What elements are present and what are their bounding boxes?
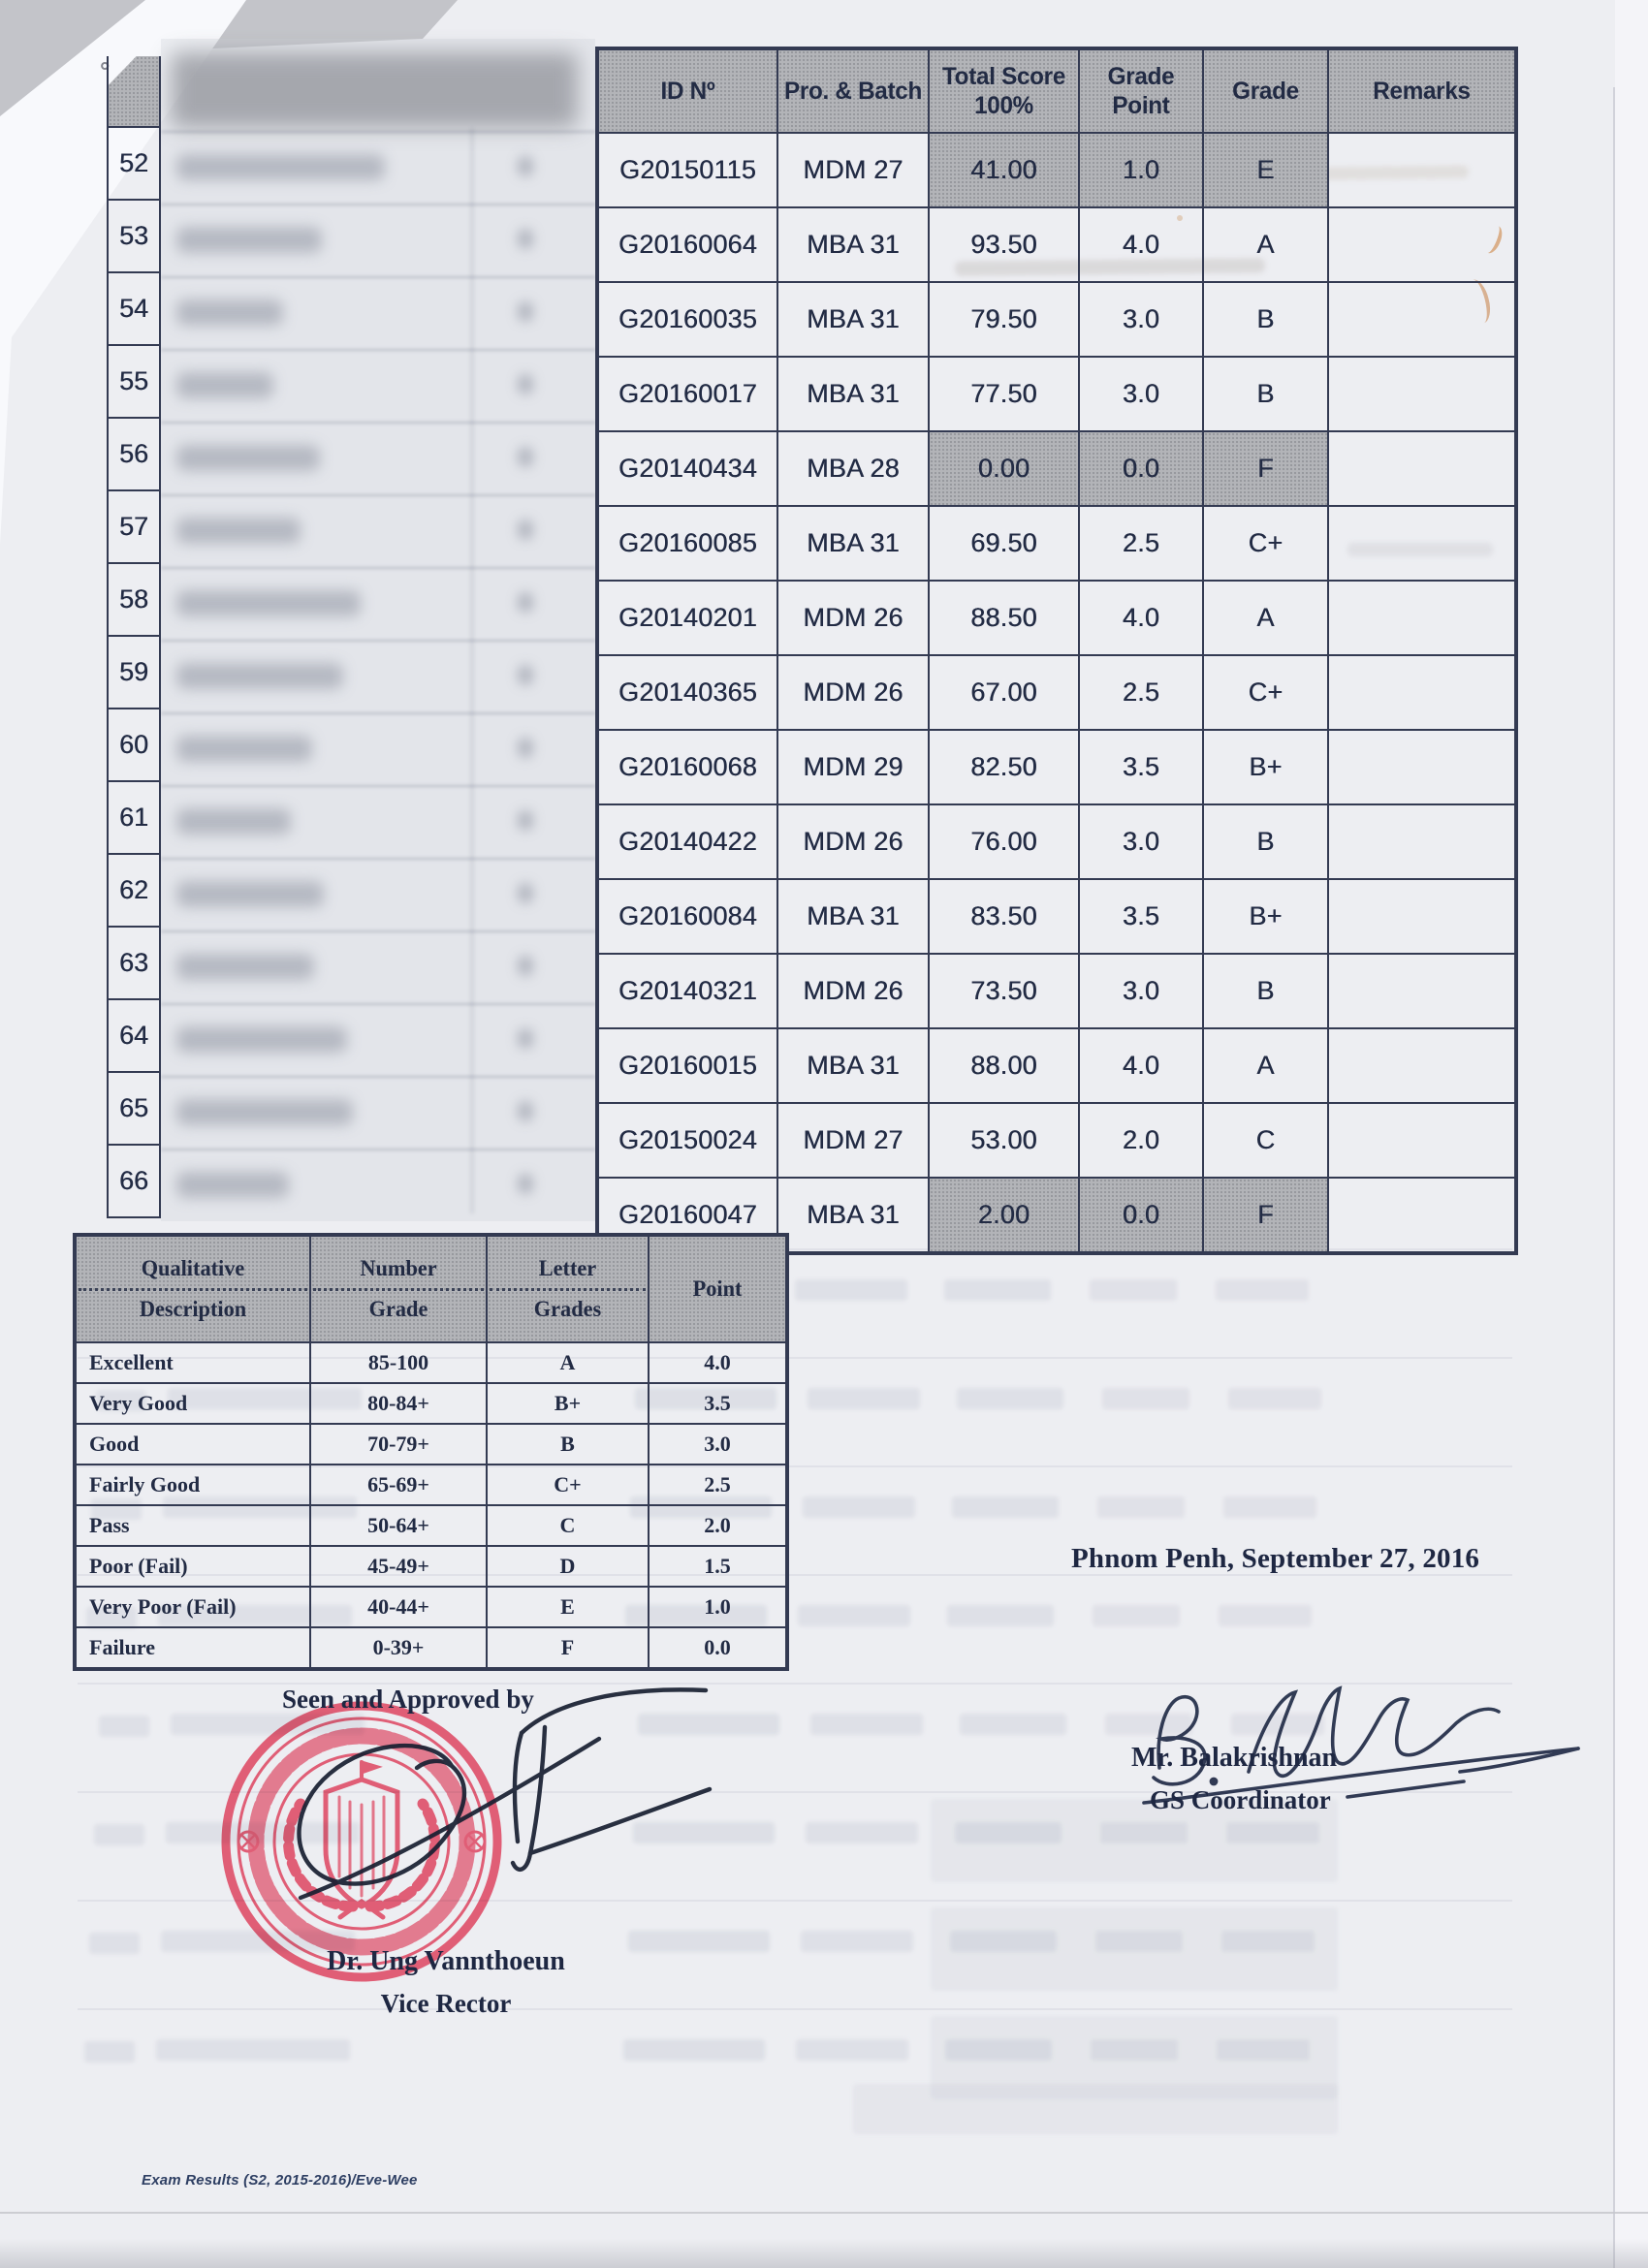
grading-number-cell: 0-39+ — [310, 1627, 487, 1669]
grading-letter-cell: A — [487, 1342, 649, 1383]
ghost-mark — [1216, 1279, 1309, 1301]
id-cell: G20160017 — [597, 357, 777, 431]
redacted-smudge — [518, 1101, 533, 1121]
ghost-mark — [947, 1605, 1054, 1626]
grading-letter-cell: F — [487, 1627, 649, 1669]
result-row-61 — [597, 804, 1516, 879]
blurred-row-border — [161, 494, 595, 496]
program-batch-cell: MDM 27 — [777, 1103, 929, 1178]
ghost-mark — [99, 1716, 149, 1737]
ghost-mark — [623, 2039, 765, 2061]
blurred-row-border — [161, 1149, 595, 1150]
col-header-total-score-line2: 100% — [974, 92, 1033, 119]
grade-point-cell: 0.0 — [1079, 1178, 1203, 1253]
id-cell: G20160084 — [597, 879, 777, 954]
remarks-cell — [1328, 655, 1516, 730]
grade-cell: C+ — [1203, 655, 1328, 730]
grading-letter-cell: D — [487, 1546, 649, 1587]
grading-letter-line2: Grades — [533, 1296, 602, 1321]
col-header-program-batch-label: Pro. & Batch — [783, 78, 923, 105]
grade-cell: F — [1203, 1178, 1328, 1253]
result-row-52 — [597, 133, 1516, 207]
row-number-column — [107, 56, 161, 1218]
grading-point-cell: 2.5 — [649, 1465, 787, 1505]
row-number-59: 59 — [109, 637, 159, 709]
ghost-mark — [156, 2039, 350, 2061]
grade-point-cell: 1.0 — [1079, 133, 1203, 207]
grade-point-cell: 3.0 — [1079, 357, 1203, 431]
grading-letter-cell: E — [487, 1587, 649, 1627]
redacted-smudge — [176, 299, 283, 326]
grading-letter-cell: C+ — [487, 1465, 649, 1505]
blurred-row-border — [161, 204, 595, 205]
ghost-mark — [795, 1279, 907, 1301]
grade-cell: B+ — [1203, 879, 1328, 954]
result-row-60 — [597, 730, 1516, 804]
grading-row-C+ — [75, 1465, 787, 1505]
redacted-smudge — [518, 520, 533, 540]
col-header-id — [597, 48, 777, 133]
result-row-65 — [597, 1103, 1516, 1178]
id-cell: G20140422 — [597, 804, 777, 879]
grading-row-C — [75, 1505, 787, 1546]
grading-point-label: Point — [692, 1276, 743, 1301]
row-number-61: 61 — [109, 782, 159, 855]
grade-cell: E — [1203, 133, 1328, 207]
id-cell: G20150024 — [597, 1103, 777, 1178]
grade-cell: B — [1203, 357, 1328, 431]
program-batch-cell: MDM 27 — [777, 133, 929, 207]
program-batch-cell: MBA 31 — [777, 282, 929, 357]
total-score-cell: 0.00 — [929, 431, 1079, 506]
remarks-cell — [1328, 1178, 1516, 1253]
signature-dot — [1211, 1779, 1216, 1783]
grading-row-A — [75, 1342, 787, 1383]
grading-point-cell: 0.0 — [649, 1627, 787, 1669]
total-score-cell: 53.00 — [929, 1103, 1079, 1178]
redacted-smudge — [176, 954, 314, 980]
grade-cell: A — [1203, 581, 1328, 655]
coordinator-title: GS Coordinator — [1150, 1785, 1331, 1814]
col-header-id-label: ID Nº — [660, 78, 715, 105]
ghost-mark — [853, 2084, 1338, 2134]
redacted-smudge — [518, 1028, 533, 1049]
col-header-total-score — [929, 48, 1079, 133]
grading-number-line2: Grade — [368, 1296, 428, 1321]
remarks-cell — [1328, 431, 1516, 506]
total-score-cell: 69.50 — [929, 506, 1079, 581]
grading-header-row — [75, 1235, 787, 1342]
remarks-cell — [1328, 506, 1516, 581]
grading-point-cell: 1.0 — [649, 1587, 787, 1627]
col-header-remarks-label: Remarks — [1373, 78, 1471, 105]
ghost-mark — [84, 2041, 135, 2063]
redacted-smudge — [518, 156, 533, 176]
program-batch-cell: MBA 31 — [777, 879, 929, 954]
grading-number-cell: 65-69+ — [310, 1465, 487, 1505]
grade-point-cell: 2.0 — [1079, 1103, 1203, 1178]
blurred-row-border — [161, 785, 595, 787]
program-batch-cell: MBA 31 — [777, 1178, 929, 1253]
date-line: Phnom Penh, September 27, 2016 — [1071, 1543, 1480, 1574]
footer-note: Exam Results (S2, 2015-2016)/Eve-Wee — [142, 2172, 418, 2189]
redacted-smudge — [176, 154, 385, 180]
ghost-mark — [808, 1388, 920, 1409]
grading-row-E — [75, 1587, 787, 1627]
grading-qualitative-line2: Description — [139, 1296, 247, 1321]
grading-number-cell: 80-84+ — [310, 1383, 487, 1424]
redacted-smudge — [518, 956, 533, 976]
total-score-cell: 76.00 — [929, 804, 1079, 879]
grade-point-cell: 3.0 — [1079, 954, 1203, 1028]
ghost-mark — [1093, 1605, 1180, 1626]
id-cell: G20160085 — [597, 506, 777, 581]
redacted-smudge — [518, 374, 533, 394]
redacted-smudge — [176, 590, 361, 616]
result-row-54 — [597, 282, 1516, 357]
ghost-mark — [957, 1388, 1063, 1409]
grade-cell: C+ — [1203, 506, 1328, 581]
blurred-row-border — [161, 422, 595, 424]
redacted-smudge — [176, 663, 343, 689]
col-header-remarks — [1328, 48, 1516, 133]
result-row-58 — [597, 581, 1516, 655]
grading-description-cell: Poor (Fail) — [75, 1546, 310, 1587]
col-header-total-score-line1: Total Score — [941, 63, 1066, 90]
ghost-mark — [796, 2039, 908, 2061]
redacted-smudge — [518, 883, 533, 903]
total-score-cell: 88.50 — [929, 581, 1079, 655]
grade-cell: B — [1203, 804, 1328, 879]
results-header-row — [597, 48, 1516, 133]
row-number-52: 52 — [109, 128, 159, 201]
grading-point-cell: 3.0 — [649, 1424, 787, 1465]
grading-row-D — [75, 1546, 787, 1587]
id-cell: G20140365 — [597, 655, 777, 730]
redacted-smudge — [518, 810, 533, 831]
id-cell: G20160035 — [597, 282, 777, 357]
result-row-53 — [597, 207, 1516, 282]
result-row-64 — [597, 1028, 1516, 1103]
remarks-cell — [1328, 282, 1516, 357]
dotted-divider — [490, 1288, 646, 1291]
grade-point-cell: 2.5 — [1079, 506, 1203, 581]
result-row-57 — [597, 506, 1516, 581]
id-cell: G20160047 — [597, 1178, 777, 1253]
total-score-cell: 82.50 — [929, 730, 1079, 804]
remarks-cell — [1328, 581, 1516, 655]
row-number-54: 54 — [109, 273, 159, 346]
grading-qualitative-line1: Qualitative — [141, 1255, 245, 1280]
id-cell: G20160015 — [597, 1028, 777, 1103]
remarks-cell — [1328, 1028, 1516, 1103]
program-batch-cell: MDM 26 — [777, 581, 929, 655]
program-batch-cell: MDM 26 — [777, 954, 929, 1028]
col-header-grade-point-line1: Grade — [1107, 63, 1175, 90]
total-score-cell: 93.50 — [929, 207, 1079, 282]
total-score-cell: 79.50 — [929, 282, 1079, 357]
redacted-smudge — [518, 1174, 533, 1194]
program-batch-cell: MDM 29 — [777, 730, 929, 804]
result-row-63 — [597, 954, 1516, 1028]
results-table — [595, 47, 1518, 1255]
blurred-row-border — [161, 1076, 595, 1078]
row-number-57: 57 — [109, 491, 159, 564]
grading-number-cell: 85-100 — [310, 1342, 487, 1383]
program-batch-cell: MBA 31 — [777, 357, 929, 431]
grading-number-cell: 45-49+ — [310, 1546, 487, 1587]
remarks-cell — [1328, 804, 1516, 879]
remarks-cell — [1328, 207, 1516, 282]
blurred-row-border — [161, 712, 595, 714]
col-header-grade — [1203, 48, 1328, 133]
grading-letter-cell: B+ — [487, 1383, 649, 1424]
grading-number-cell: 40-44+ — [310, 1587, 487, 1627]
row-number-58: 58 — [109, 564, 159, 637]
grading-description-cell: Pass — [75, 1505, 310, 1546]
grade-point-cell: 4.0 — [1079, 1028, 1203, 1103]
row-number-62: 62 — [109, 855, 159, 928]
program-batch-cell: MBA 31 — [777, 207, 929, 282]
row-number-64: 64 — [109, 1000, 159, 1073]
redacted-smudge — [176, 736, 312, 762]
blurred-row-border — [161, 930, 595, 932]
grade-point-cell: 3.5 — [1079, 879, 1203, 954]
grading-col-point — [649, 1235, 787, 1342]
grading-point-cell: 1.5 — [649, 1546, 787, 1587]
ghost-mark — [931, 1907, 1338, 1991]
grading-row-F — [75, 1627, 787, 1669]
blurred-row-border — [161, 858, 595, 860]
id-cell: G20140321 — [597, 954, 777, 1028]
program-batch-cell: MDM 26 — [777, 655, 929, 730]
blurred-row-border — [161, 349, 595, 351]
redacted-smudge — [518, 229, 533, 249]
col-header-program-batch — [777, 48, 929, 133]
grading-point-cell: 4.0 — [649, 1342, 787, 1383]
redacted-smudge — [176, 372, 273, 398]
total-score-cell: 88.00 — [929, 1028, 1079, 1103]
grade-cell: B+ — [1203, 730, 1328, 804]
program-batch-cell: MBA 31 — [777, 1028, 929, 1103]
blurred-row-border — [161, 131, 595, 133]
grading-letter-cell: B — [487, 1424, 649, 1465]
ghost-mark — [960, 1714, 1066, 1735]
redacted-smudge — [171, 52, 578, 128]
total-score-cell: 83.50 — [929, 879, 1079, 954]
row-number-53: 53 — [109, 201, 159, 273]
ghost-mark — [1097, 1496, 1185, 1518]
redacted-smudge — [518, 665, 533, 685]
result-row-55 — [597, 357, 1516, 431]
blurred-row-border — [161, 567, 595, 569]
dotted-divider — [313, 1288, 484, 1291]
approver-name: Dr. Ung Vannthoeun — [327, 1946, 565, 1976]
grade-cell: B — [1203, 282, 1328, 357]
redacted-smudge — [518, 738, 533, 758]
total-score-cell: 67.00 — [929, 655, 1079, 730]
row-number-header-stub — [109, 56, 159, 128]
grade-point-cell: 0.0 — [1079, 431, 1203, 506]
remarks-cell — [1328, 954, 1516, 1028]
grade-cell: A — [1203, 1028, 1328, 1103]
grading-row-B+ — [75, 1383, 787, 1424]
blurred-row-border — [161, 276, 595, 278]
ghost-mark — [801, 1931, 913, 1952]
ghost-mark — [89, 1933, 140, 1954]
blurred-column-border — [471, 128, 473, 1213]
ghost-mark — [952, 1496, 1059, 1518]
id-cell: G20160064 — [597, 207, 777, 282]
result-row-56 — [597, 431, 1516, 506]
blurred-row-border — [161, 1003, 595, 1005]
grading-description-cell: Very Poor (Fail) — [75, 1587, 310, 1627]
remarks-cell — [1328, 1103, 1516, 1178]
redacted-smudge — [176, 1172, 289, 1198]
redacted-smudge — [176, 1099, 353, 1125]
grading-point-cell: 3.5 — [649, 1383, 787, 1424]
coordinator-name: Mr. Balakrishnan — [1131, 1743, 1338, 1773]
ghost-mark — [803, 1496, 915, 1518]
grading-col-qualitative — [75, 1235, 310, 1342]
grading-description-cell: Very Good — [75, 1383, 310, 1424]
ghost-mark — [1102, 1388, 1189, 1409]
col-header-grade-label: Grade — [1232, 78, 1299, 105]
grade-point-cell: 3.0 — [1079, 282, 1203, 357]
grade-cell: A — [1203, 207, 1328, 282]
grading-description-cell: Failure — [75, 1627, 310, 1669]
grade-cell: C — [1203, 1103, 1328, 1178]
id-cell: G20140434 — [597, 431, 777, 506]
grading-col-letter — [487, 1235, 649, 1342]
signature-top-flourish — [522, 1689, 706, 1733]
result-row-59 — [597, 655, 1516, 730]
redacted-smudge — [518, 592, 533, 613]
redacted-smudge — [176, 227, 322, 253]
remarks-cell — [1328, 730, 1516, 804]
grading-description-cell: Good — [75, 1424, 310, 1465]
seen-approved-label: Seen and Approved by — [282, 1685, 534, 1714]
remarks-cell — [1328, 133, 1516, 207]
ghost-mark — [1219, 1605, 1312, 1626]
redacted-smudge — [176, 808, 291, 835]
grading-description-cell: Excellent — [75, 1342, 310, 1383]
row-number-63: 63 — [109, 928, 159, 1000]
grading-col-number — [310, 1235, 487, 1342]
remarks-cell — [1328, 357, 1516, 431]
grading-point-cell: 2.0 — [649, 1505, 787, 1546]
grading-letter-line1: Letter — [538, 1255, 597, 1280]
redacted-smudge — [518, 301, 533, 322]
id-cell: G20160068 — [597, 730, 777, 804]
col-header-grade-point — [1079, 48, 1203, 133]
grade-cell: F — [1203, 431, 1328, 506]
blurred-row-border — [161, 640, 595, 642]
approver-title: Vice Rector — [380, 1989, 512, 2018]
ghost-mark — [944, 1279, 1051, 1301]
grade-cell: B — [1203, 954, 1328, 1028]
row-number-66: 66 — [109, 1146, 159, 1218]
row-number-60: 60 — [109, 709, 159, 782]
id-cell: G20150115 — [597, 133, 777, 207]
program-batch-cell: MDM 26 — [777, 804, 929, 879]
program-batch-cell: MBA 31 — [777, 506, 929, 581]
ghost-mark — [94, 1824, 144, 1845]
redacted-smudge — [176, 445, 320, 471]
grading-letter-cell: C — [487, 1505, 649, 1546]
ghost-mark — [806, 1822, 918, 1843]
grading-number-cell: 70-79+ — [310, 1424, 487, 1465]
redacted-smudge — [176, 1026, 347, 1053]
row-number-55: 55 — [109, 346, 159, 419]
grading-number-cell: 50-64+ — [310, 1505, 487, 1546]
result-row-62 — [597, 879, 1516, 954]
grade-point-cell: 2.5 — [1079, 655, 1203, 730]
redacted-smudge — [176, 881, 324, 907]
ghost-mark — [628, 1931, 770, 1952]
grading-description-cell: Fairly Good — [75, 1465, 310, 1505]
redacted-names-region — [161, 39, 595, 1221]
ghost-mark — [1223, 1496, 1316, 1518]
dotted-divider — [79, 1288, 307, 1291]
grading-row-B — [75, 1424, 787, 1465]
redacted-smudge — [518, 447, 533, 467]
grading-number-line1: Number — [360, 1255, 437, 1280]
ghost-mark — [798, 1605, 910, 1626]
row-number-65: 65 — [109, 1073, 159, 1146]
id-cell: G20140201 — [597, 581, 777, 655]
grade-point-cell: 3.5 — [1079, 730, 1203, 804]
ghost-mark — [1090, 1279, 1177, 1301]
grade-point-cell: 4.0 — [1079, 581, 1203, 655]
row-number-56: 56 — [109, 419, 159, 491]
grade-point-cell: 3.0 — [1079, 804, 1203, 879]
program-batch-cell: MBA 28 — [777, 431, 929, 506]
ghost-mark — [1228, 1388, 1321, 1409]
grading-scale-table — [73, 1233, 789, 1671]
cut-header-fragment: ° — [100, 56, 111, 85]
signature-tail — [530, 1789, 710, 1853]
redacted-smudge — [176, 518, 301, 544]
total-score-cell: 41.00 — [929, 133, 1079, 207]
total-score-cell: 73.50 — [929, 954, 1079, 1028]
col-header-grade-point-line2: Point — [1112, 92, 1170, 119]
total-score-cell: 77.50 — [929, 357, 1079, 431]
grade-point-cell: 4.0 — [1079, 207, 1203, 282]
total-score-cell: 2.00 — [929, 1178, 1079, 1253]
ghost-mark — [810, 1714, 923, 1735]
remarks-cell — [1328, 879, 1516, 954]
